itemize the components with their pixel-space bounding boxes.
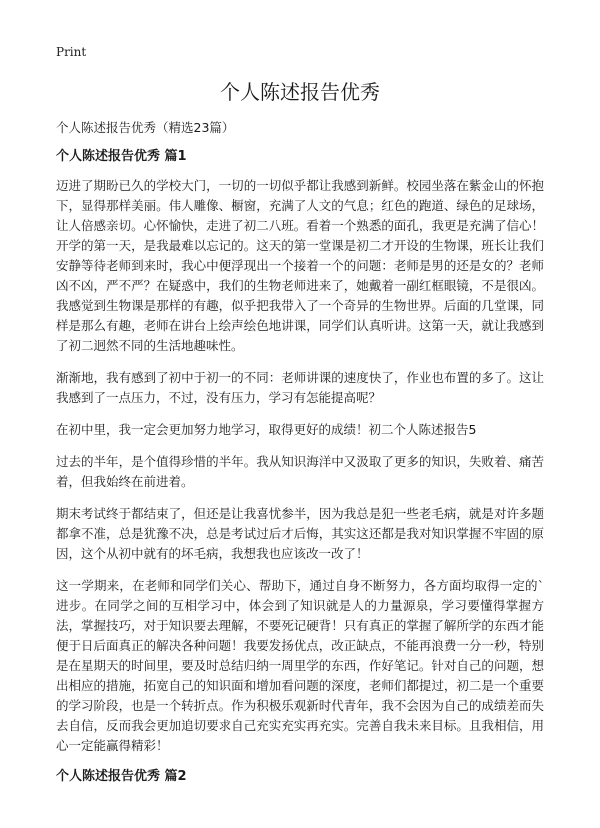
page-title: 个人陈述报告优秀 <box>220 80 380 104</box>
print-link[interactable]: Print <box>56 45 87 59</box>
paragraph: 期末考试终于都结束了，但还是让我喜忧参半，因为我总是犯一些老毛病，就是对许多题都拿不准，总是犹豫不决，总是考试过后才后悔，其实这还都是我对知识掌握不牢固的原因，这个从初中就有的坏毛病，我想我也应该改一改了！ <box>56 506 544 561</box>
paragraph: 这一学期来，在老师和同学们关心、帮助下，通过自身不断努力，各方面均取得一定的`进步。在同学之间的互相学习中，体会到了知识就是人的力量源泉，学习要懂得掌握方法，掌握技巧，对于知识要去理解，不要死记硬背！只有真正的掌握了解所学的东西才能便于日后面真正的解决各种问题！我要发扬优点，改正缺点，不能再浪费一分一秒，特别是在星期天的时间里，要及时总结归纳一周里学的东西，作好笔记。针对自己的问题，想出相应的措施，拓宽自己的知识面和增加看问题的深度，老师们都提过，初二是一个重要的学习阶段，也是一个转折点。作为积极乐观新时代青年，我不会因为自己的成绩差而失去自信，反而我会更加追切要求自己充实充实再充实。完善自我未来目标。且我相信，用心一定能赢得精彩！ <box>56 578 544 753</box>
paragraph: 在初中里，我一定会更加努力地学习，取得更好的成绩！初二个人陈述报告5 <box>56 422 477 437</box>
paragraph: 渐渐地，我有感到了初中于初一的不同：老师讲课的速度快了，作业也布置的多了。这让我感到了一点压力，不过，没有压力，学习有怎能提高呢？ <box>56 370 544 405</box>
section-heading-1: 个人陈述报告优秀 篇1 <box>56 149 187 164</box>
paragraph: 过去的半年，是个值得珍惜的半年。我从知识海洋中又汲取了更多的知识，失败着、痛苦着，但我始终在前进着。 <box>56 454 544 489</box>
document-subtitle: 个人陈述报告优秀（精选23篇） <box>56 120 235 135</box>
section-heading-2: 个人陈述报告优秀 篇2 <box>56 769 187 784</box>
paragraph: 迈进了期盼已久的学校大门，一切的一切似乎都让我感到新鲜。校园坐落在紫金山的怀抱下，显得那样美丽。伟人雕像、橱窗，充满了人文的气息；红色的跑道、绿色的足球场，让人倍感亲切。心怀愉快，走进了初二八班。看着一个熟悉的面孔，我更是充满了信心！开学的第一天，是我最难以忘记的。这天的第一堂课是初二才开设的生物课，班长让我们安静等待老师到来时，我心中便浮现出一个接着一个的问题：老师是男的还是女的？老师凶不凶，严不严？在疑惑中，我们的生物老师进来了，她戴着一副红框眼镜，不是很凶。我感觉到生物课是那样的有趣，似乎把我带入了一个奇异的生物世界。后面的几堂课，同样是那么有趣，老师在讲台上绘声绘色地讲课，同学们认真听讲。这第一天，就让我感到了初二迥然不同的生活地趣味性。 <box>56 178 544 353</box>
document-body <box>56 148 544 796</box>
